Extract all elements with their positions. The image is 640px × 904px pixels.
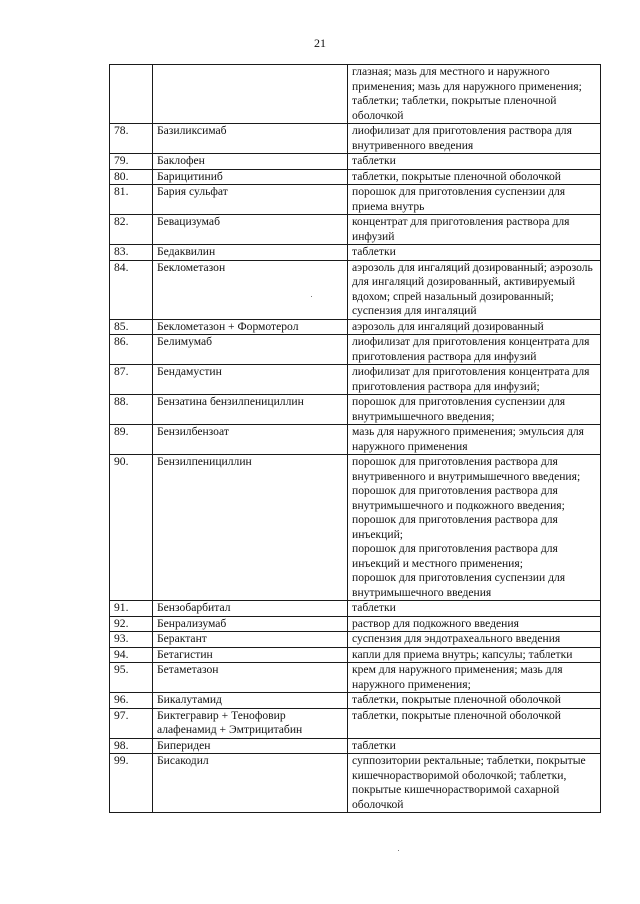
row-number-cell: 91. xyxy=(110,601,153,617)
table-row xyxy=(110,245,601,261)
drug-table-body xyxy=(110,65,601,813)
row-number-cell: 80. xyxy=(110,169,153,185)
dosage-forms-cell: аэрозоль для ингаляций дозированный; аэрозоль для ингаляций дозированный, активируемый вдохом; спрей назальный дозированный; суспензия для ингаляций xyxy=(348,260,601,319)
drug-name-cell: Берактант xyxy=(153,632,348,648)
drug-name-cell: Бетагистин xyxy=(153,647,348,663)
dosage-forms-cell: порошок для приготовления суспензии для приема внутрь xyxy=(348,185,601,215)
drug-name-cell: Беклометазон xyxy=(153,260,348,319)
table-row xyxy=(110,632,601,648)
dosage-forms-cell: порошок для приготовления раствора для внутривенного и внутримышечного введения; порошок для приготовления раствора для внутримышечного и подкожного введения; порошок для приготовления раствора для инъекций; порошок для приготовления раствора для инъекций и местного применения; порошок для приготовления суспензии для внутримышечного введения xyxy=(348,455,601,601)
drug-name-cell: Бисакодил xyxy=(153,754,348,813)
table-row xyxy=(110,647,601,663)
dosage-forms-cell: лиофилизат для приготовления концентрата для приготовления раствора для инфузий; xyxy=(348,365,601,395)
drug-name-cell: Бария сульфат xyxy=(153,185,348,215)
table-row xyxy=(110,693,601,709)
row-number-cell: 95. xyxy=(110,663,153,693)
row-number-cell: 79. xyxy=(110,154,153,170)
dosage-forms-cell: таблетки, покрытые пленочной оболочкой xyxy=(348,169,601,185)
dosage-forms-cell: раствор для подкожного введения xyxy=(348,616,601,632)
table-row xyxy=(110,754,601,813)
drug-name-cell: Базиликсимаб xyxy=(153,124,348,154)
dosage-forms-cell: аэрозоль для ингаляций дозированный xyxy=(348,319,601,335)
row-number-cell: 83. xyxy=(110,245,153,261)
drug-name-cell: Барицитиниб xyxy=(153,169,348,185)
drug-name-cell: Бензилпенициллин xyxy=(153,455,348,601)
dosage-forms-cell: суспензия для эндотрахеального введения xyxy=(348,632,601,648)
drug-name-cell: Бипериден xyxy=(153,738,348,754)
dosage-forms-cell: таблетки, покрытые пленочной оболочкой xyxy=(348,693,601,709)
table-row xyxy=(110,738,601,754)
row-number-cell: 90. xyxy=(110,455,153,601)
dosage-forms-cell: крем для наружного применения; мазь для наружного применения; xyxy=(348,663,601,693)
table-row xyxy=(110,601,601,617)
row-number-cell: 78. xyxy=(110,124,153,154)
table-row xyxy=(110,319,601,335)
drug-name-cell: Бедаквилин xyxy=(153,245,348,261)
table-row xyxy=(110,169,601,185)
dosage-forms-cell: таблетки, покрытые пленочной оболочкой xyxy=(348,708,601,738)
table-row xyxy=(110,185,601,215)
dosage-forms-cell: таблетки xyxy=(348,245,601,261)
drug-name-cell: Бензилбензоат xyxy=(153,425,348,455)
dosage-forms-cell: порошок для приготовления суспензии для внутримышечного введения; xyxy=(348,395,601,425)
dosage-forms-cell: суппозитории ректальные; таблетки, покрытые кишечнорастворимой оболочкой; таблетки, покрытые кишечнорастворимой сахарной оболочкой xyxy=(348,754,601,813)
dosage-forms-cell: мазь для наружного применения; эмульсия для наружного применения xyxy=(348,425,601,455)
table-row xyxy=(110,395,601,425)
row-number-cell: 94. xyxy=(110,647,153,663)
table-row xyxy=(110,335,601,365)
scan-speck xyxy=(398,850,399,851)
dosage-forms-cell: лиофилизат для приготовления раствора для внутривенного введения xyxy=(348,124,601,154)
scan-speck xyxy=(311,296,312,297)
row-number-cell: 98. xyxy=(110,738,153,754)
dosage-forms-cell: глазная; мазь для местного и наружного применения; мазь для наружного применения; таблетки; таблетки, покрытые пленочной оболочкой xyxy=(348,65,601,124)
drug-name-cell: Беклометазон + Формотерол xyxy=(153,319,348,335)
table-row xyxy=(110,708,601,738)
table-row xyxy=(110,616,601,632)
row-number-cell: 96. xyxy=(110,693,153,709)
drug-name-cell: Бетаметазон xyxy=(153,663,348,693)
table-row xyxy=(110,154,601,170)
row-number-cell: 86. xyxy=(110,335,153,365)
drug-name-cell: Бензобарбитал xyxy=(153,601,348,617)
row-number-cell: 81. xyxy=(110,185,153,215)
dosage-forms-cell: таблетки xyxy=(348,601,601,617)
row-number-cell: 92. xyxy=(110,616,153,632)
row-number-cell xyxy=(110,65,153,124)
dosage-forms-cell: капли для приема внутрь; капсулы; таблетки xyxy=(348,647,601,663)
table-row xyxy=(110,260,601,319)
table-row xyxy=(110,365,601,395)
row-number-cell: 84. xyxy=(110,260,153,319)
row-number-cell: 87. xyxy=(110,365,153,395)
drug-name-cell: Бикалутамид xyxy=(153,693,348,709)
dosage-forms-cell: лиофилизат для приготовления концентрата для приготовления раствора для инфузий xyxy=(348,335,601,365)
table-row xyxy=(110,425,601,455)
drug-name-cell: Бевацизумаб xyxy=(153,215,348,245)
table-row xyxy=(110,455,601,601)
table-row xyxy=(110,124,601,154)
dosage-forms-cell: таблетки xyxy=(348,738,601,754)
row-number-cell: 99. xyxy=(110,754,153,813)
dosage-forms-cell: концентрат для приготовления раствора для инфузий xyxy=(348,215,601,245)
page-number: 21 xyxy=(314,36,326,50)
row-number-cell: 85. xyxy=(110,319,153,335)
drug-name-cell xyxy=(153,65,348,124)
dosage-forms-cell: таблетки xyxy=(348,154,601,170)
drug-name-cell: Баклофен xyxy=(153,154,348,170)
table-row xyxy=(110,663,601,693)
drug-name-cell: Белимумаб xyxy=(153,335,348,365)
drug-name-cell: Бензатина бензилпенициллин xyxy=(153,395,348,425)
row-number-cell: 88. xyxy=(110,395,153,425)
row-number-cell: 82. xyxy=(110,215,153,245)
drug-name-cell: Бендамустин xyxy=(153,365,348,395)
row-number-cell: 89. xyxy=(110,425,153,455)
drug-name-cell: Бенрализумаб xyxy=(153,616,348,632)
table-row xyxy=(110,215,601,245)
drug-name-cell: Биктегравир + Тенофовир алафенамид + Эмтрицитабин xyxy=(153,708,348,738)
row-number-cell: 97. xyxy=(110,708,153,738)
table-row xyxy=(110,65,601,124)
drug-table xyxy=(109,64,601,813)
row-number-cell: 93. xyxy=(110,632,153,648)
